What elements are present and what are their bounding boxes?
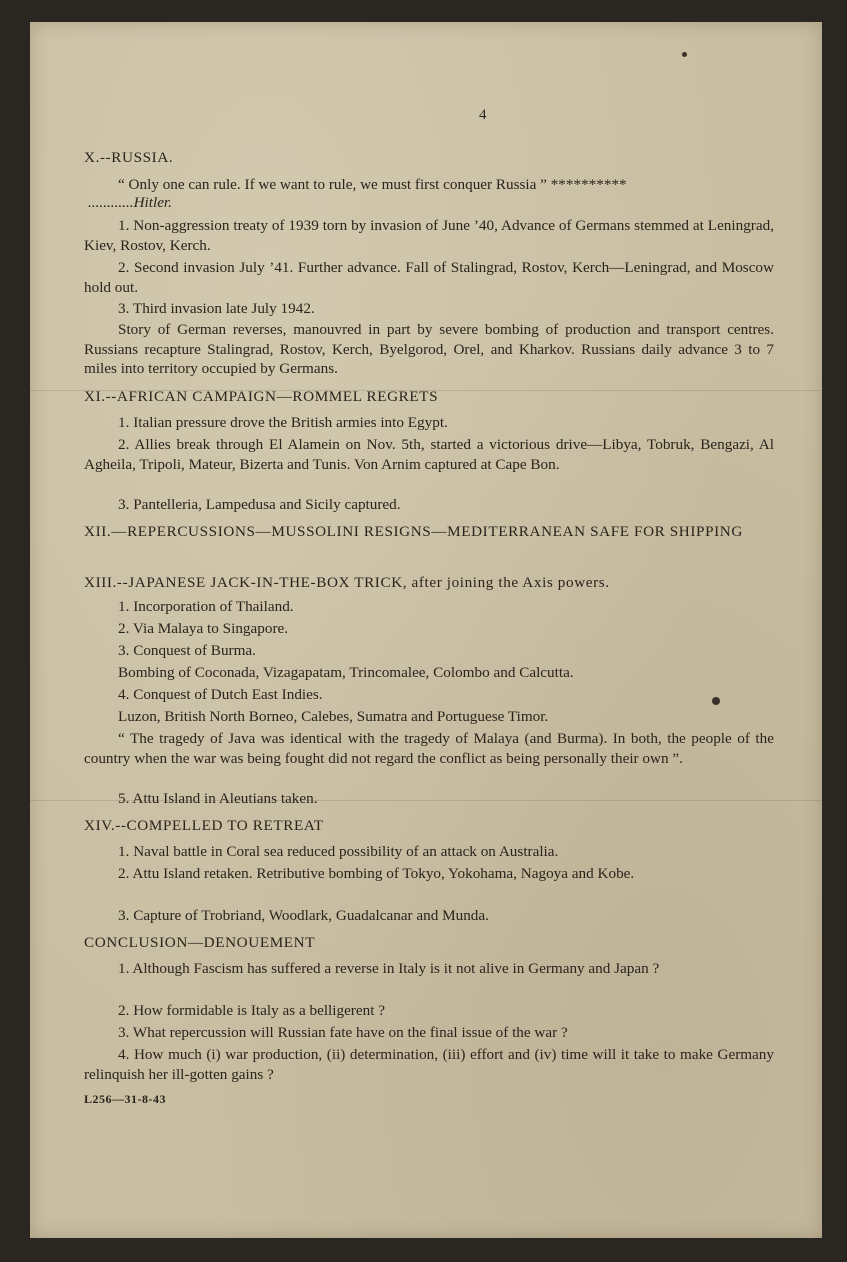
japanese-point-4: 4. Conquest of Dutch East Indies. <box>118 686 323 703</box>
african-point-3: 3. Pantelleria, Lampedusa and Sicily captured. <box>118 496 401 513</box>
conclusion-point-3: 3. What repercussion will Russian fate have on the final issue of the war ? <box>118 1024 568 1041</box>
russia-point-1: 1. Non-aggression treaty of 1939 torn by invasion of June ’40, Advance of Germans stemmed at Leningrad, Kiev, Rostov, Kerch. <box>84 217 774 254</box>
russia-reverses-paragraph: Story of German reverses, manouvred in part by severe bombing of production and transport centres. Russians recapture Stalingrad, Rostov, Kerch, Byelgorod, Orel, and Kharkov. Russians daily advance 3 to 7 miles into territory occupied by Germans. <box>84 321 774 378</box>
section-heading-repercussions: XII.—REPERCUSSIONS—MUSSOLINI RESIGNS—MEDITERRANEAN SAFE FOR SHIPPING <box>84 523 743 540</box>
page-number: 4 <box>479 107 487 123</box>
hitler-quote: “ Only one can rule. If we want to rule, we must first conquer Russia ” ********** <box>118 176 627 193</box>
african-point-2: 2. Allies break through El Alamein on Nov. 5th, started a victorious drive—Libya, Tobruk, Bengazi, Al Agheila, Tripoli, Mateur, Bizerta and Tunis. Von Arnim captured at Cape Bon. <box>84 436 774 473</box>
african-point-1: 1. Italian pressure drove the British armies into Egypt. <box>118 414 448 431</box>
japanese-point-5: 5. Attu Island in Aleutians taken. <box>118 790 318 807</box>
retreat-point-1: 1. Naval battle in Coral sea reduced possibility of an attack on Australia. <box>118 843 559 860</box>
ink-spot <box>682 52 687 57</box>
document-page <box>30 22 822 1238</box>
russia-point-3: 3. Third invasion late July 1942. <box>118 300 315 317</box>
section-heading-african-campaign: XI.--AFRICAN CAMPAIGN—ROMMEL REGRETS <box>84 388 439 405</box>
conclusion-point-4: 4. How much (i) war production, (ii) determination, (iii) effort and (iv) time will it take to make Germany relinquish her ill-gotten gains ? <box>84 1046 774 1083</box>
section-heading-japanese: XIII.--JAPANESE JACK-IN-THE-BOX TRICK, after joining the Axis powers. <box>84 574 610 591</box>
section-heading-conclusion: CONCLUSION—DENOUEMENT <box>84 934 316 951</box>
section-heading-retreat: XIV.--COMPELLED TO RETREAT <box>84 817 324 834</box>
print-code: L256—31-8-43 <box>84 1092 166 1106</box>
conclusion-point-2: 2. How formidable is Italy as a belligerent ? <box>118 1002 385 1019</box>
japanese-point-1: 1. Incorporation of Thailand. <box>118 598 294 615</box>
japanese-islands-line: Luzon, British North Borneo, Calebes, Sumatra and Portuguese Timor. <box>118 708 549 725</box>
japanese-bombing-line: Bombing of Coconada, Vizagapatam, Trincomalee, Colombo and Calcutta. <box>118 664 574 681</box>
quote-attribution: ............Hitler. <box>88 194 172 211</box>
retreat-point-2: 2. Attu Island retaken. Retributive bombing of Tokyo, Yokohama, Nagoya and Kobe. <box>118 865 635 882</box>
japanese-point-2: 2. Via Malaya to Singapore. <box>118 620 289 637</box>
retreat-point-3: 3. Capture of Trobriand, Woodlark, Guadalcanar and Munda. <box>118 907 489 924</box>
section-heading-russia: X.--RUSSIA. <box>84 149 174 166</box>
java-tragedy-quote: “ The tragedy of Java was identical with the tragedy of Malaya (and Burma). In both, the people of the country when the war was being fought did not regard the conflict as being personally their own ”. <box>84 730 774 767</box>
conclusion-point-1: 1. Although Fascism has suffered a reverse in Italy is it not alive in Germany and Japan ? <box>118 960 660 977</box>
russia-point-2: 2. Second invasion July ’41. Further advance. Fall of Stalingrad, Rostov, Kerch—Leningrad, and Moscow hold out. <box>84 259 774 296</box>
japanese-point-3: 3. Conquest of Burma. <box>118 642 256 659</box>
